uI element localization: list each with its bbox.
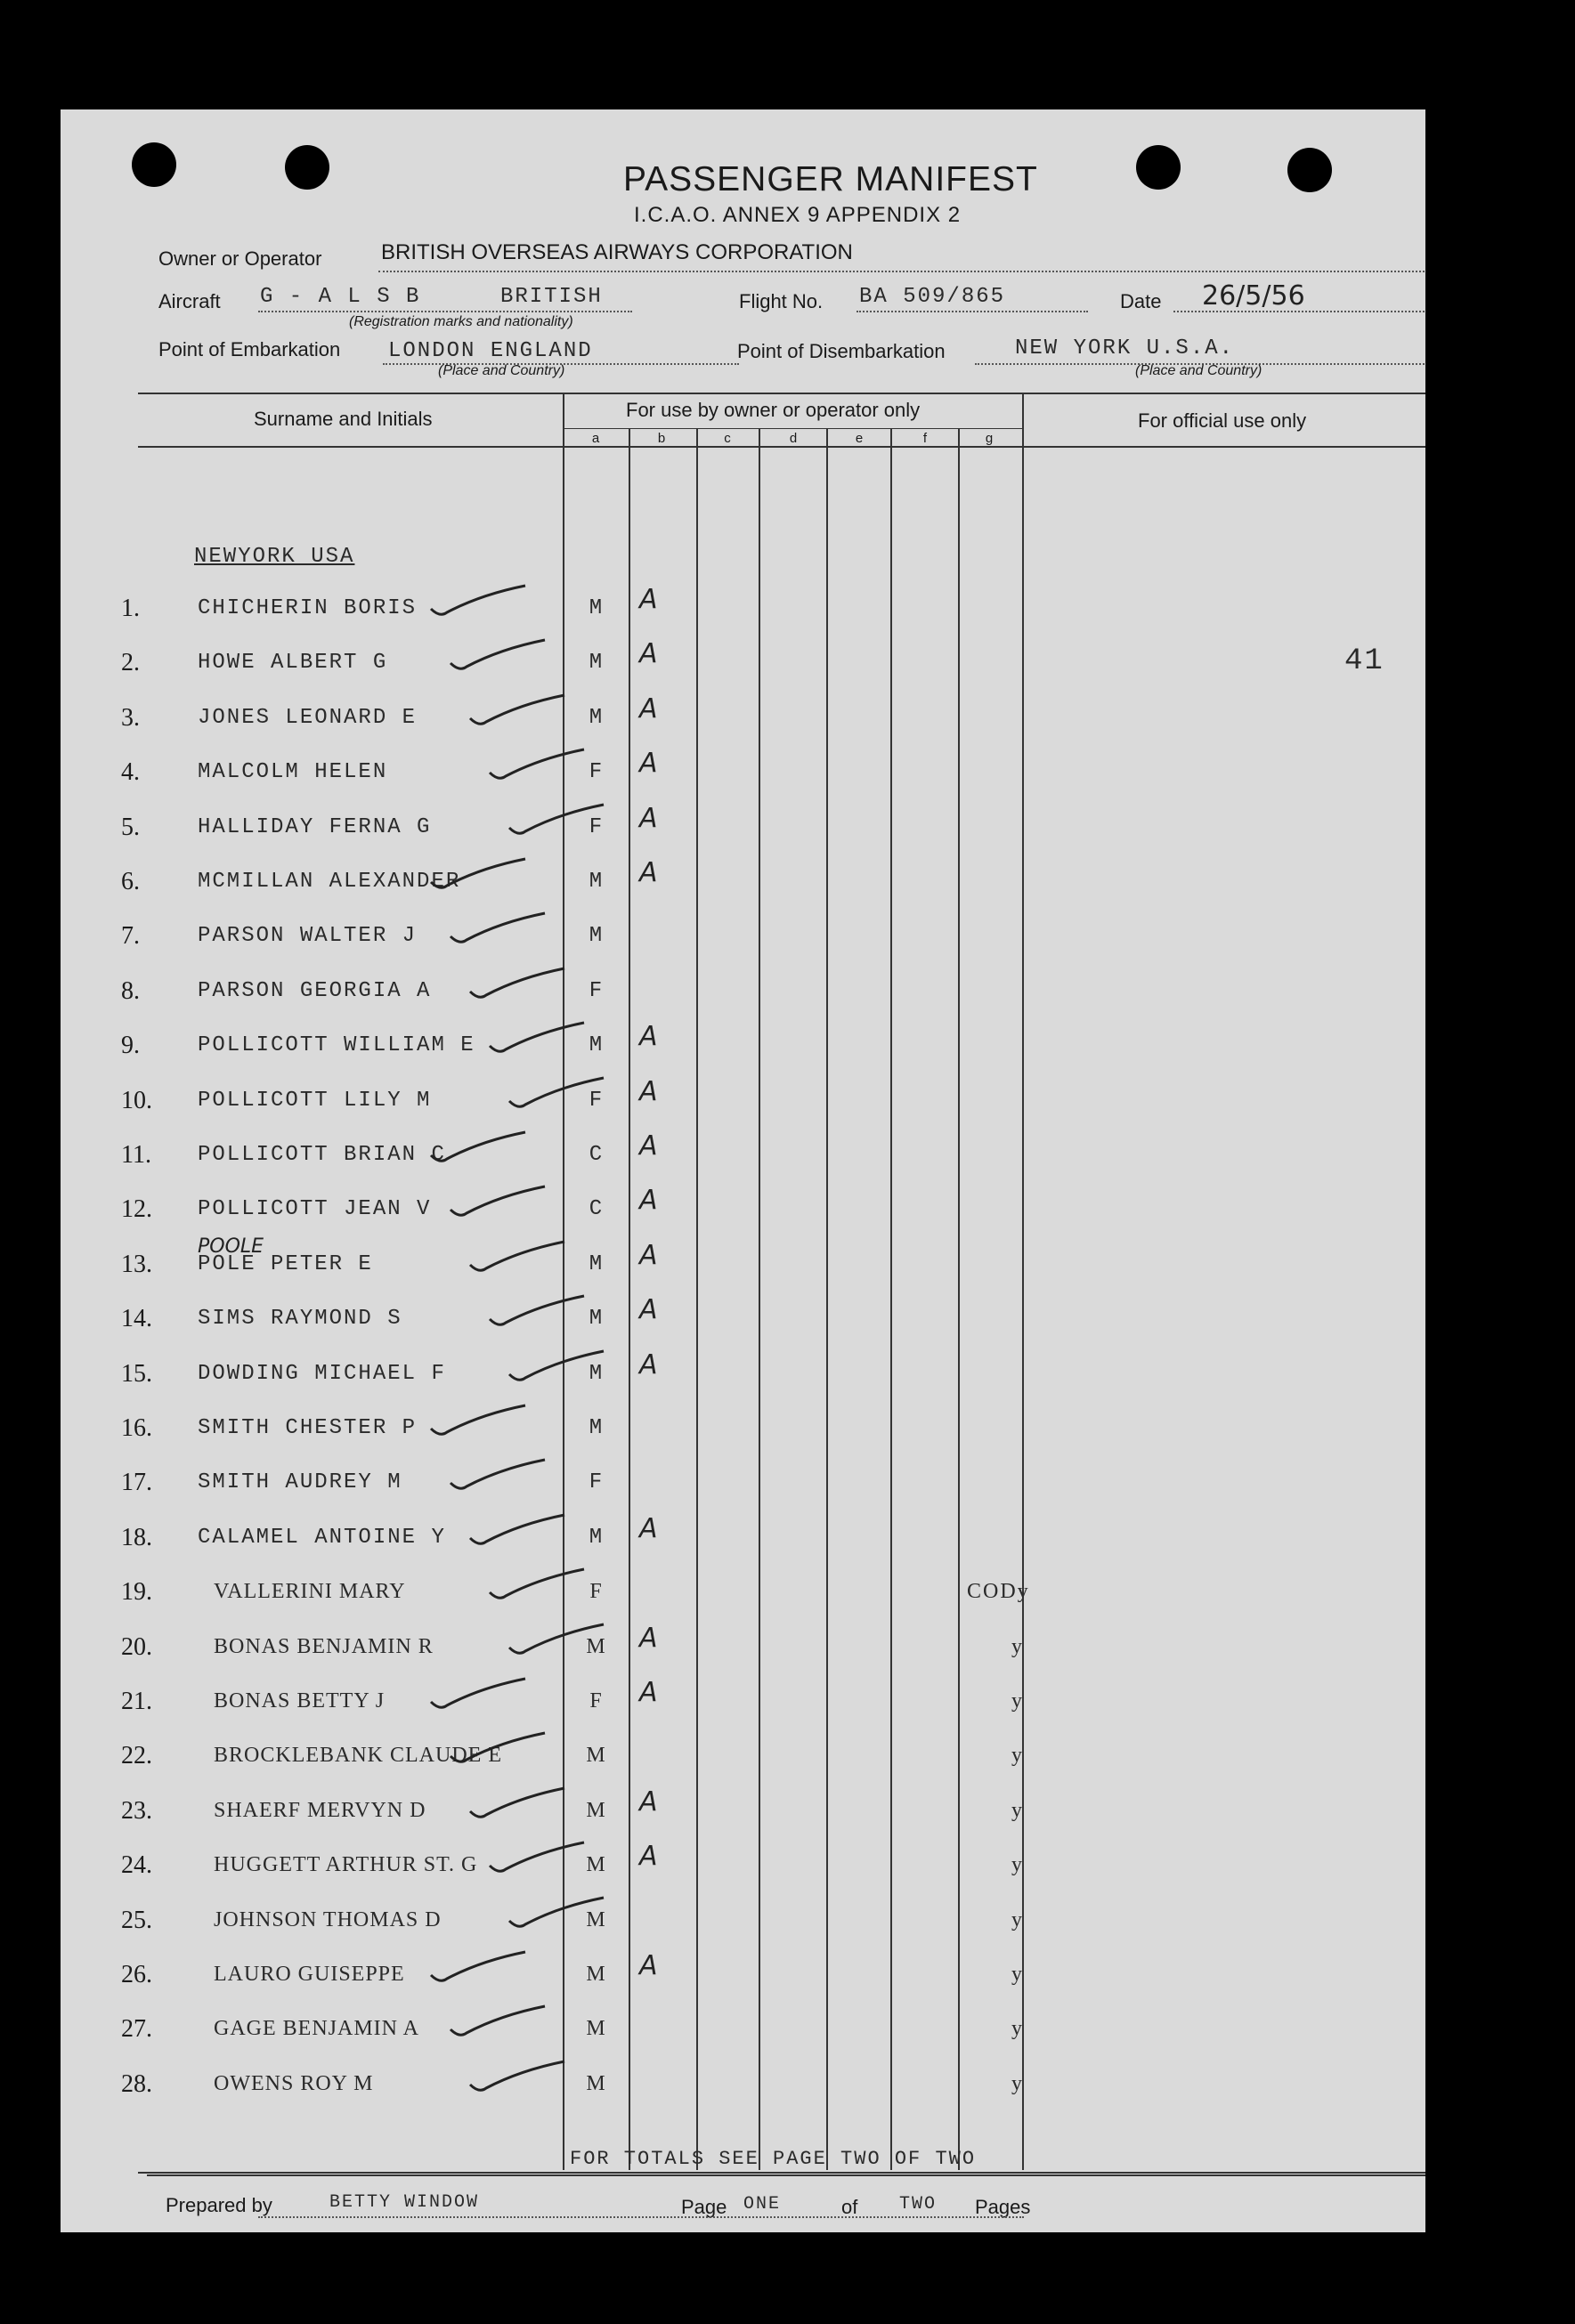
handwritten-mark: A <box>639 638 658 669</box>
passenger-sex: M <box>586 2017 607 2040</box>
check-mark-icon <box>427 582 534 621</box>
check-mark-icon <box>447 2003 554 2042</box>
row-number: 15. <box>121 1360 152 1388</box>
page-label: Page <box>681 2196 727 2218</box>
passenger-name: POLLICOTT JEAN V <box>198 1197 432 1221</box>
passenger-name: HALLIDAY FERNA G <box>198 815 432 839</box>
handwritten-mark: A <box>639 1130 658 1162</box>
disembark-label: Point of Disembarkation <box>737 340 946 362</box>
check-mark-icon <box>486 1019 593 1058</box>
owner-label: Owner or Operator <box>158 247 322 270</box>
check-mark-icon <box>467 965 573 1004</box>
passenger-name: MCMILLAN ALEXANDER <box>198 870 461 894</box>
table-row <box>0 1907 1575 1962</box>
passenger-sex: M <box>586 1908 607 1931</box>
row-number: 8. <box>121 977 140 1005</box>
row-number: 27. <box>121 2015 152 2043</box>
handwritten-mark: A <box>639 748 658 779</box>
table-row <box>0 1076 1575 1142</box>
passenger-name: SIMS RAYMOND S <box>198 1307 402 1331</box>
punch-hole <box>1136 145 1181 190</box>
date-line <box>1173 311 1425 312</box>
passenger-sex: M <box>589 870 605 894</box>
surname-header: Surname and Initials <box>254 408 433 430</box>
passenger-sex: M <box>589 1033 605 1057</box>
passenger-name: BONAS BENJAMIN R <box>214 1635 434 1658</box>
table-row <box>0 1021 1575 1087</box>
row-number: 16. <box>121 1414 152 1442</box>
passenger-name: PARSON GEORGIA A <box>198 979 432 1003</box>
row-number: 7. <box>121 922 140 950</box>
table-row <box>0 1950 1575 2016</box>
table-bottom-rule <box>138 2172 1425 2174</box>
row-number: 19. <box>121 1578 152 1606</box>
embark-note: (Place and Country) <box>438 363 565 378</box>
of-value: TWO <box>899 2194 938 2215</box>
row-number: 26. <box>121 1961 152 1988</box>
passenger-sex: M <box>586 1799 607 1822</box>
handwritten-mark: A <box>639 1786 658 1818</box>
aircraft-label: Aircraft <box>158 290 221 312</box>
table-row <box>0 1742 1575 1797</box>
handwritten-mark: A <box>639 1240 658 1271</box>
passenger-sex: F <box>589 979 605 1003</box>
official-note: 41 <box>1344 644 1384 678</box>
column-g-value: y <box>1011 2072 1024 2095</box>
passenger-sex: C <box>589 1143 605 1167</box>
table-row <box>0 638 1575 704</box>
owner-use-header: For use by owner or operator only <box>626 399 921 421</box>
nationality-value: BRITISH <box>500 285 603 309</box>
check-mark-icon <box>427 855 534 895</box>
row-number: 12. <box>121 1195 152 1223</box>
subcol-d: d <box>789 431 798 446</box>
passenger-sex: M <box>589 596 605 620</box>
passenger-name: CALAMEL ANTOINE Y <box>198 1526 446 1550</box>
table-subhead-rule <box>564 428 1022 429</box>
disembark-note: (Place and Country) <box>1135 363 1262 378</box>
check-mark-icon <box>467 1785 573 1824</box>
check-mark-icon <box>447 636 554 676</box>
passenger-sex: M <box>586 1963 607 1986</box>
check-mark-icon <box>447 1729 554 1769</box>
handwritten-mark: A <box>639 1349 658 1381</box>
row-number: 10. <box>121 1087 152 1114</box>
row-number: 11. <box>121 1141 151 1169</box>
totals-note: FOR TOTALS SEE PAGE TWO OF TWO <box>570 2148 977 2170</box>
row-number: 23. <box>121 1797 152 1825</box>
embark-value: LONDON ENGLAND <box>388 339 593 363</box>
handwritten-mark: A <box>639 1950 658 1981</box>
column-g-value: y <box>1011 1853 1024 1876</box>
handwritten-mark: A <box>639 584 658 615</box>
passenger-name: GAGE BENJAMIN A <box>214 2017 419 2040</box>
check-mark-icon <box>486 1292 593 1332</box>
passenger-name: LAURO GUISEPPE <box>214 1963 405 1986</box>
check-mark-icon <box>506 1348 613 1387</box>
passenger-name: POLLICOTT BRIAN C <box>198 1143 446 1167</box>
passenger-name: BROCKLEBANK CLAUDE E <box>214 1744 502 1767</box>
table-row <box>0 584 1575 650</box>
column-g-value: y <box>1011 1635 1024 1658</box>
row-number: 3. <box>121 704 140 732</box>
table-row <box>0 1469 1575 1524</box>
row-number: 5. <box>121 814 140 841</box>
disembark-value: NEW YORK U.S.A. <box>1015 336 1235 360</box>
passenger-name: VALLERINI MARY <box>214 1580 406 1603</box>
handwritten-mark: A <box>639 1677 658 1708</box>
table-row <box>0 1349 1575 1415</box>
check-mark-icon <box>506 1894 613 1933</box>
handwritten-mark: A <box>639 1076 658 1107</box>
of-label: of <box>841 2196 858 2218</box>
check-mark-icon <box>506 1074 613 1113</box>
handwritten-mark: A <box>639 1294 658 1325</box>
column-g-value: y <box>1011 1799 1024 1822</box>
passenger-sex: M <box>589 1362 605 1386</box>
passenger-name: PARSON WALTER J <box>198 924 418 948</box>
subcol-e: e <box>855 431 864 446</box>
passenger-sex: M <box>589 706 605 730</box>
subcol-g: g <box>985 431 994 446</box>
passenger-sex: F <box>589 1470 605 1494</box>
passenger-sex: M <box>589 924 605 948</box>
official-use-header: For official use only <box>1138 409 1307 432</box>
owner-line <box>378 271 1425 272</box>
table-row <box>0 857 1575 923</box>
table-header-rule <box>138 446 1425 448</box>
footer-rule <box>147 2174 1425 2176</box>
row-number: 20. <box>121 1633 152 1661</box>
table-row <box>0 1623 1575 1688</box>
passenger-sex: F <box>589 760 605 784</box>
check-mark-icon <box>506 801 613 840</box>
passenger-sex: F <box>589 1580 604 1603</box>
table-row <box>0 922 1575 977</box>
section-heading: NEWYORK USA <box>194 545 355 569</box>
page-subtitle: I.C.A.O. ANNEX 9 APPENDIX 2 <box>634 203 962 227</box>
date-value: 26/5/56 <box>1202 280 1305 312</box>
punch-hole <box>132 142 176 187</box>
check-mark-icon <box>486 1566 593 1605</box>
handwritten-mark: A <box>639 857 658 888</box>
table-row <box>0 803 1575 869</box>
passenger-sex: M <box>589 651 605 675</box>
table-row <box>0 1513 1575 1579</box>
subcol-b: b <box>657 431 666 446</box>
check-mark-icon <box>486 1839 593 1878</box>
passenger-sex: M <box>589 1416 605 1440</box>
passenger-sex: F <box>589 1689 604 1713</box>
passenger-sex: M <box>586 1853 607 1876</box>
row-number: 14. <box>121 1305 152 1332</box>
passenger-name: SHAERF MERVYN D <box>214 1799 426 1822</box>
passenger-name: CHICHERIN BORIS <box>198 596 418 620</box>
row-number: 9. <box>121 1032 140 1059</box>
check-mark-icon <box>447 1456 554 1495</box>
date-label: Date <box>1120 290 1162 312</box>
passenger-name: SMITH AUDREY M <box>198 1470 402 1494</box>
handwritten-mark: A <box>639 1623 658 1654</box>
check-mark-icon <box>467 692 573 731</box>
handwritten-mark: A <box>639 1021 658 1052</box>
prepared-value: BETTY WINDOW <box>329 2192 480 2213</box>
table-row <box>0 2070 1575 2126</box>
handwritten-mark: A <box>639 1513 658 1544</box>
handwritten-mark: A <box>639 693 658 725</box>
page-title: PASSENGER MANIFEST <box>623 160 1038 198</box>
flight-label: Flight No. <box>739 290 824 312</box>
registration-note: (Registration marks and nationality) <box>349 314 573 329</box>
passenger-name: SMITH CHESTER P <box>198 1416 418 1440</box>
passenger-sex: M <box>589 1307 605 1331</box>
flight-value: BA 509/865 <box>859 285 1006 309</box>
row-number: 13. <box>121 1251 152 1278</box>
row-number: 1. <box>121 595 140 622</box>
check-mark-icon <box>486 746 593 785</box>
passenger-sex: M <box>586 2072 607 2095</box>
row-number: 28. <box>121 2070 152 2098</box>
column-g-value: y <box>1011 1908 1024 1931</box>
check-mark-icon <box>467 2058 573 2097</box>
row-number: 4. <box>121 758 140 786</box>
passenger-name: POLLICOTT WILLIAM E <box>198 1033 475 1057</box>
passenger-sex: C <box>589 1197 605 1221</box>
flight-line <box>857 311 1088 312</box>
check-mark-icon <box>447 910 554 949</box>
check-mark-icon <box>467 1238 573 1277</box>
passenger-name: HOWE ALBERT G <box>198 651 388 675</box>
footer-dotline <box>258 2216 1024 2218</box>
row-number: 18. <box>121 1524 152 1551</box>
table-top-rule <box>138 393 1425 394</box>
passenger-name: MALCOLM HELEN <box>198 760 388 784</box>
table-row <box>0 748 1575 814</box>
row-number: 22. <box>121 1742 152 1769</box>
passenger-sex: M <box>586 1744 607 1767</box>
table-row <box>0 2015 1575 2070</box>
row-number: 25. <box>121 1907 152 1934</box>
row-number: 17. <box>121 1469 152 1496</box>
passenger-sex: M <box>589 1526 605 1550</box>
embark-label: Point of Embarkation <box>158 338 341 360</box>
passenger-name: JONES LEONARD E <box>198 706 418 730</box>
pages-label: Pages <box>975 2196 1031 2218</box>
row-number: 6. <box>121 868 140 895</box>
subcol-f: f <box>922 431 928 446</box>
check-mark-icon <box>467 1511 573 1551</box>
column-g-value: y <box>1011 1744 1024 1767</box>
table-row <box>0 1578 1575 1633</box>
handwritten-mark: A <box>639 1185 658 1216</box>
correction-poole: POOLE <box>198 1235 264 1258</box>
row-number: 2. <box>121 649 140 676</box>
handwritten-mark: A <box>639 1841 658 1872</box>
table-row <box>0 977 1575 1032</box>
subcol-a: a <box>591 431 600 446</box>
table-row <box>0 1841 1575 1907</box>
table-row <box>0 1294 1575 1360</box>
column-g-value: y <box>1011 1963 1024 1986</box>
table-row <box>0 1786 1575 1852</box>
check-mark-icon <box>506 1621 613 1660</box>
passenger-name: OWENS ROY M <box>214 2072 374 2095</box>
table-row <box>0 1130 1575 1196</box>
check-mark-icon <box>427 1948 534 1988</box>
punch-hole <box>285 145 329 190</box>
passenger-name: JOHNSON THOMAS D <box>214 1908 442 1931</box>
table-row <box>0 693 1575 759</box>
check-mark-icon <box>427 1402 534 1441</box>
check-mark-icon <box>427 1675 534 1714</box>
row-number: 24. <box>121 1851 152 1879</box>
punch-hole <box>1287 148 1332 192</box>
passenger-sex: M <box>589 1252 605 1276</box>
passenger-name: POLE PETER E <box>198 1252 373 1276</box>
column-g-value: y <box>1011 1689 1024 1713</box>
passenger-sex: F <box>589 815 605 839</box>
passenger-sex: M <box>586 1635 607 1658</box>
check-mark-icon <box>427 1129 534 1168</box>
handwritten-mark: A <box>639 803 658 834</box>
passenger-sex: F <box>589 1089 605 1113</box>
table-row <box>0 1414 1575 1470</box>
row-number: 21. <box>121 1688 152 1715</box>
passenger-name: BONAS BETTY J <box>214 1689 386 1713</box>
aircraft-line <box>258 311 632 312</box>
owner-value: BRITISH OVERSEAS AIRWAYS CORPORATION <box>381 240 853 264</box>
prepared-label: Prepared by <box>166 2194 272 2216</box>
column-g-value: CODy <box>967 1580 1030 1603</box>
aircraft-value: G - A L S B <box>260 285 421 309</box>
passenger-name: POLLICOTT LILY M <box>198 1089 432 1113</box>
check-mark-icon <box>447 1183 554 1222</box>
subcol-c: c <box>724 431 731 446</box>
passenger-name: HUGGETT ARTHUR ST. G <box>214 1853 478 1876</box>
page-value: ONE <box>743 2194 782 2215</box>
column-g-value: y <box>1011 2017 1024 2040</box>
table-row <box>0 1677 1575 1743</box>
passenger-name: DOWDING MICHAEL F <box>198 1362 446 1386</box>
